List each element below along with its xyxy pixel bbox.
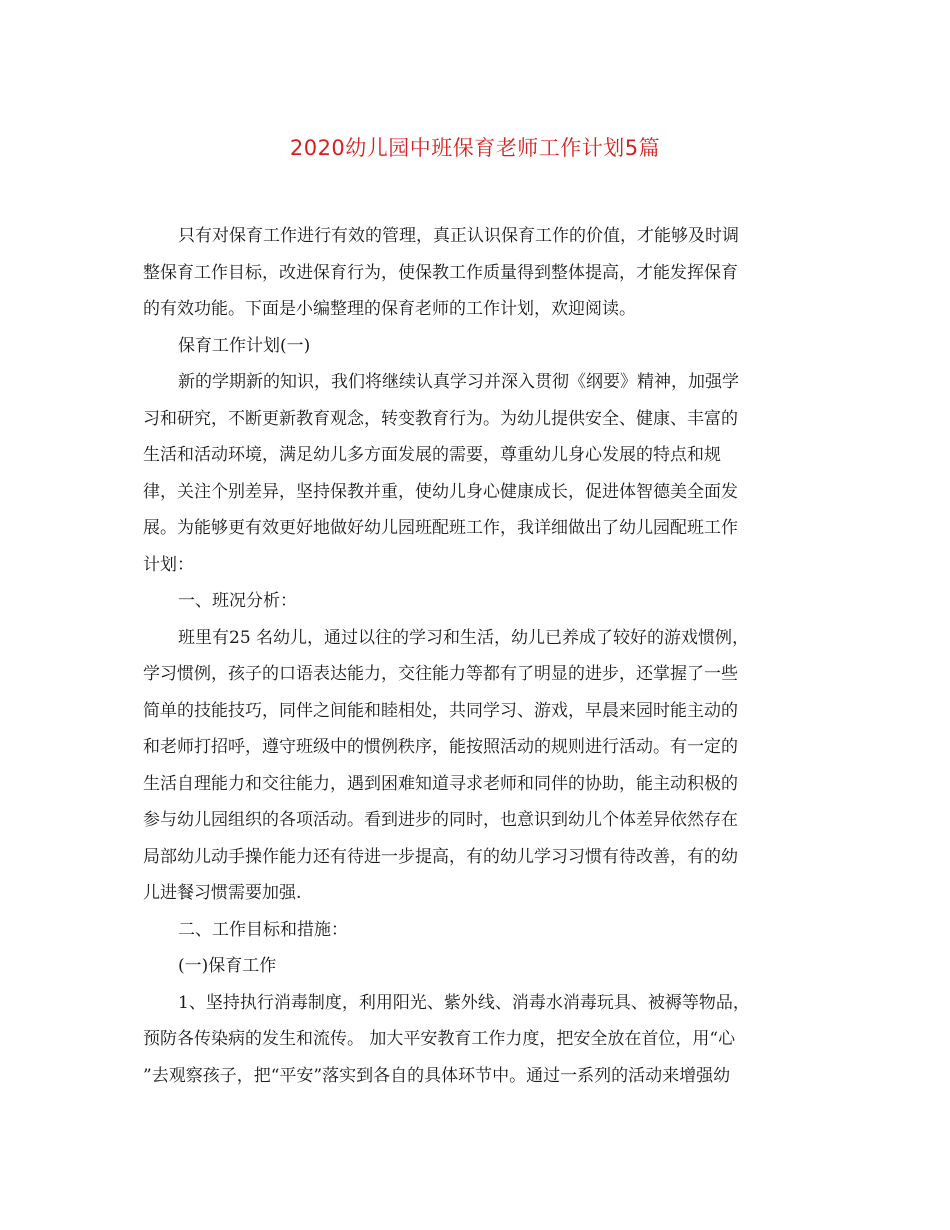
paragraph-line: 的有效功能。下面是小编整理的保育老师的工作计划，欢迎阅读。 — [143, 299, 636, 319]
section-heading: 保育工作计划(一) — [178, 335, 311, 356]
paragraph-line: 生活和活动环境，满足幼儿多方面发展的需要，尊重幼儿身心发展的特点和规 — [143, 445, 721, 465]
paragraph-line: 和老师打招呼，遵守班级中的惯例秩序，能按照活动的规则进行活动。有一定的 — [143, 737, 738, 757]
paragraph-line: 班里有25 名幼儿，通过以往的学习和生活，幼儿已养成了较好的游戏惯例， — [178, 627, 750, 648]
paragraph-line: 生活自理能力和交往能力，遇到困难知道寻求老师和同伴的协助，能主动积极的 — [143, 773, 738, 794]
paragraph-line: 习和研究，不断更新教育观念，转变教育行为。为幼儿提供安全、健康、丰富的 — [143, 408, 738, 429]
paragraph-line: 律，关注个别差异，坚持保教并重，使幼儿身心健康成长，促进体智德美全面发 — [143, 481, 738, 502]
paragraph-line: 局部幼儿动手操作能力还有待进一步提高，有的幼儿学习习惯有待改善，有的幼 — [143, 846, 738, 867]
section-heading: 一、班况分析： — [178, 591, 297, 611]
section-heading: 二、工作目标和措施： — [178, 919, 348, 940]
paragraph-line: 简单的技能技巧，同伴之间能和睦相处，共同学习、游戏，早晨来园时能主动的 — [143, 700, 738, 721]
paragraph-line: ”去观察孩子，把“平安”落实到各自的具体环节中。通过一系列的活动来增强幼 — [143, 1065, 731, 1086]
paragraph-line: 1、坚持执行消毒制度，利用阳光、紫外线、消毒水消毒玩具、被褥等物品， — [178, 992, 750, 1013]
paragraph-line: 学习惯例，孩子的口语表达能力，交往能力等都有了明显的进步，还掌握了一些 — [143, 664, 738, 684]
paragraph-line: 儿进餐习惯需要加强. — [143, 883, 302, 903]
document-body — [143, 218, 809, 1094]
document-title: 2020幼儿园中班保育老师工作计划5篇 — [289, 136, 661, 160]
paragraph-line: 计划： — [143, 554, 194, 575]
paragraph-line: 整保育工作目标，改进保育行为，使保教工作质量得到整体提高，才能发挥保育 — [143, 262, 738, 283]
paragraph-line: 展。为能够更有效更好地做好幼儿园班配班工作，我详细做出了幼儿园配班工作 — [143, 518, 738, 538]
section-heading: (一)保育工作 — [178, 956, 277, 976]
paragraph-line: 只有对保育工作进行有效的管理，真正认识保育工作的价值，才能够及时调 — [178, 226, 739, 246]
paragraph-line: 参与幼儿园组织的各项活动。看到进步的同时，也意识到幼儿个体差异依然存在 — [143, 810, 738, 830]
paragraph-line: 新的学期新的知识，我们将继续认真学习并深入贯彻《纲要》精神，加强学 — [178, 372, 739, 392]
paragraph-line: 预防各传染病的发生和流传。 加大平安教育工作力度，把安全放在首位，用“心 — [143, 1029, 736, 1049]
